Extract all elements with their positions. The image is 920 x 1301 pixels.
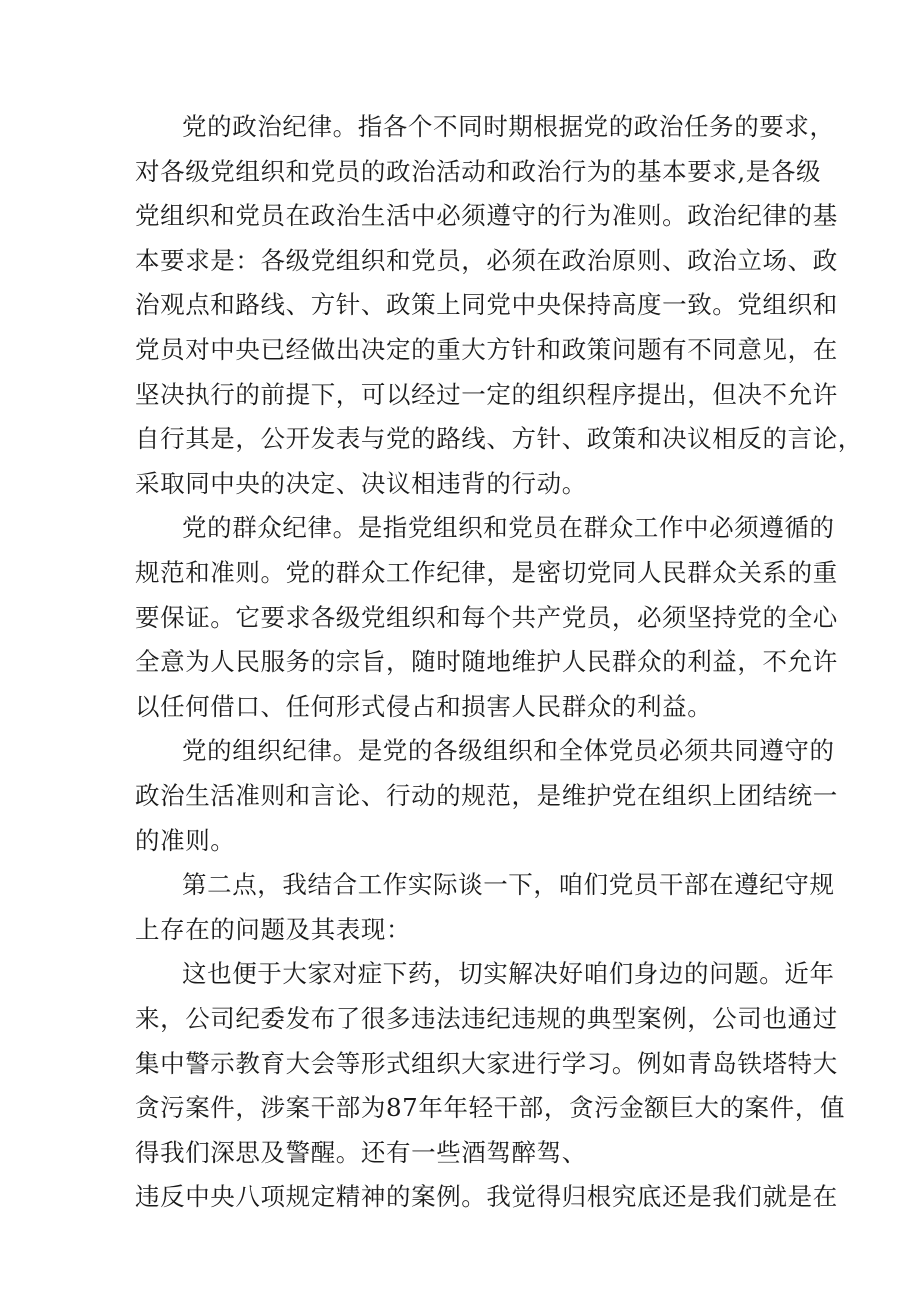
text-line: 第二点，我结合工作实际谈一下，咱们党员干部在遵纪守规 [182, 870, 835, 899]
text-line: 党组织和党员在政治生活中必须遵守的行为准则。政治纪律的基 [135, 201, 838, 230]
text-line: 采取同中央的决定、决议相违背的行动。 [135, 469, 587, 498]
text-line: 贪污案件，涉案干部为87年年轻干部，贪污金额巨大的案件，值 [135, 1093, 846, 1122]
text-line: 对各级党组织和党员的政治活动和政治行为的基本要求,是各级 [135, 157, 822, 186]
text-line: 本要求是：各级党组织和党员，必须在政治原则、政治立场、政 [135, 246, 838, 275]
text-line: 党员对中央已经做出决定的重大方针和政策问题有不同意见，在 [135, 335, 838, 364]
text-line: 党的群众纪律。是指党组织和党员在群众工作中必须遵循的 [182, 513, 835, 542]
text-line: 集中警示教育大会等形式组织大家进行学习。例如青岛铁塔特大 [135, 1049, 838, 1078]
text-line: 治观点和路线、方针、政策上同党中央保持高度一致。党组织和 [135, 290, 838, 319]
text-line: 来，公司纪委发布了很多违法违纪违规的典型案例，公司也通过 [135, 1004, 838, 1033]
text-line: 以任何借口、任何形式侵占和损害人民群众的利益。 [135, 692, 713, 721]
text-line: 坚决执行的前提下，可以经过一定的组织程序提出，但决不允许 [135, 380, 838, 409]
text-line: 这也便于大家对症下药，切实解决好咱们身边的问题。近年 [182, 959, 835, 988]
text-line: 规范和准则。党的群众工作纪律，是密切党同人民群众关系的重 [135, 558, 838, 587]
text-line: 违反中央八项规定精神的案例。我觉得归根究底还是我们就是在 [135, 1182, 838, 1211]
text-line: 党的政治纪律。指各个不同时期根据党的政治任务的要求， [182, 112, 835, 141]
text-line: 的准则。 [135, 826, 236, 855]
text-line: 全意为人民服务的宗旨，随时随地维护人民群众的利益，不允许 [135, 647, 838, 676]
text-line: 自行其是，公开发表与党的路线、方针、政策和决议相反的言论， [135, 424, 863, 453]
text-line: 党的组织纪律。是党的各级组织和全体党员必须共同遵守的 [182, 736, 835, 765]
text-line: 得我们深思及警醒。还有一些酒驾醉驾、 [135, 1138, 587, 1167]
text-line: 要保证。它要求各级党组织和每个共产党员，必须坚持党的全心 [135, 603, 838, 632]
text-line: 上存在的问题及其表现： [135, 915, 412, 944]
text-line: 政治生活准则和言论、行动的规范，是维护党在组织上团结统一 [135, 781, 838, 810]
